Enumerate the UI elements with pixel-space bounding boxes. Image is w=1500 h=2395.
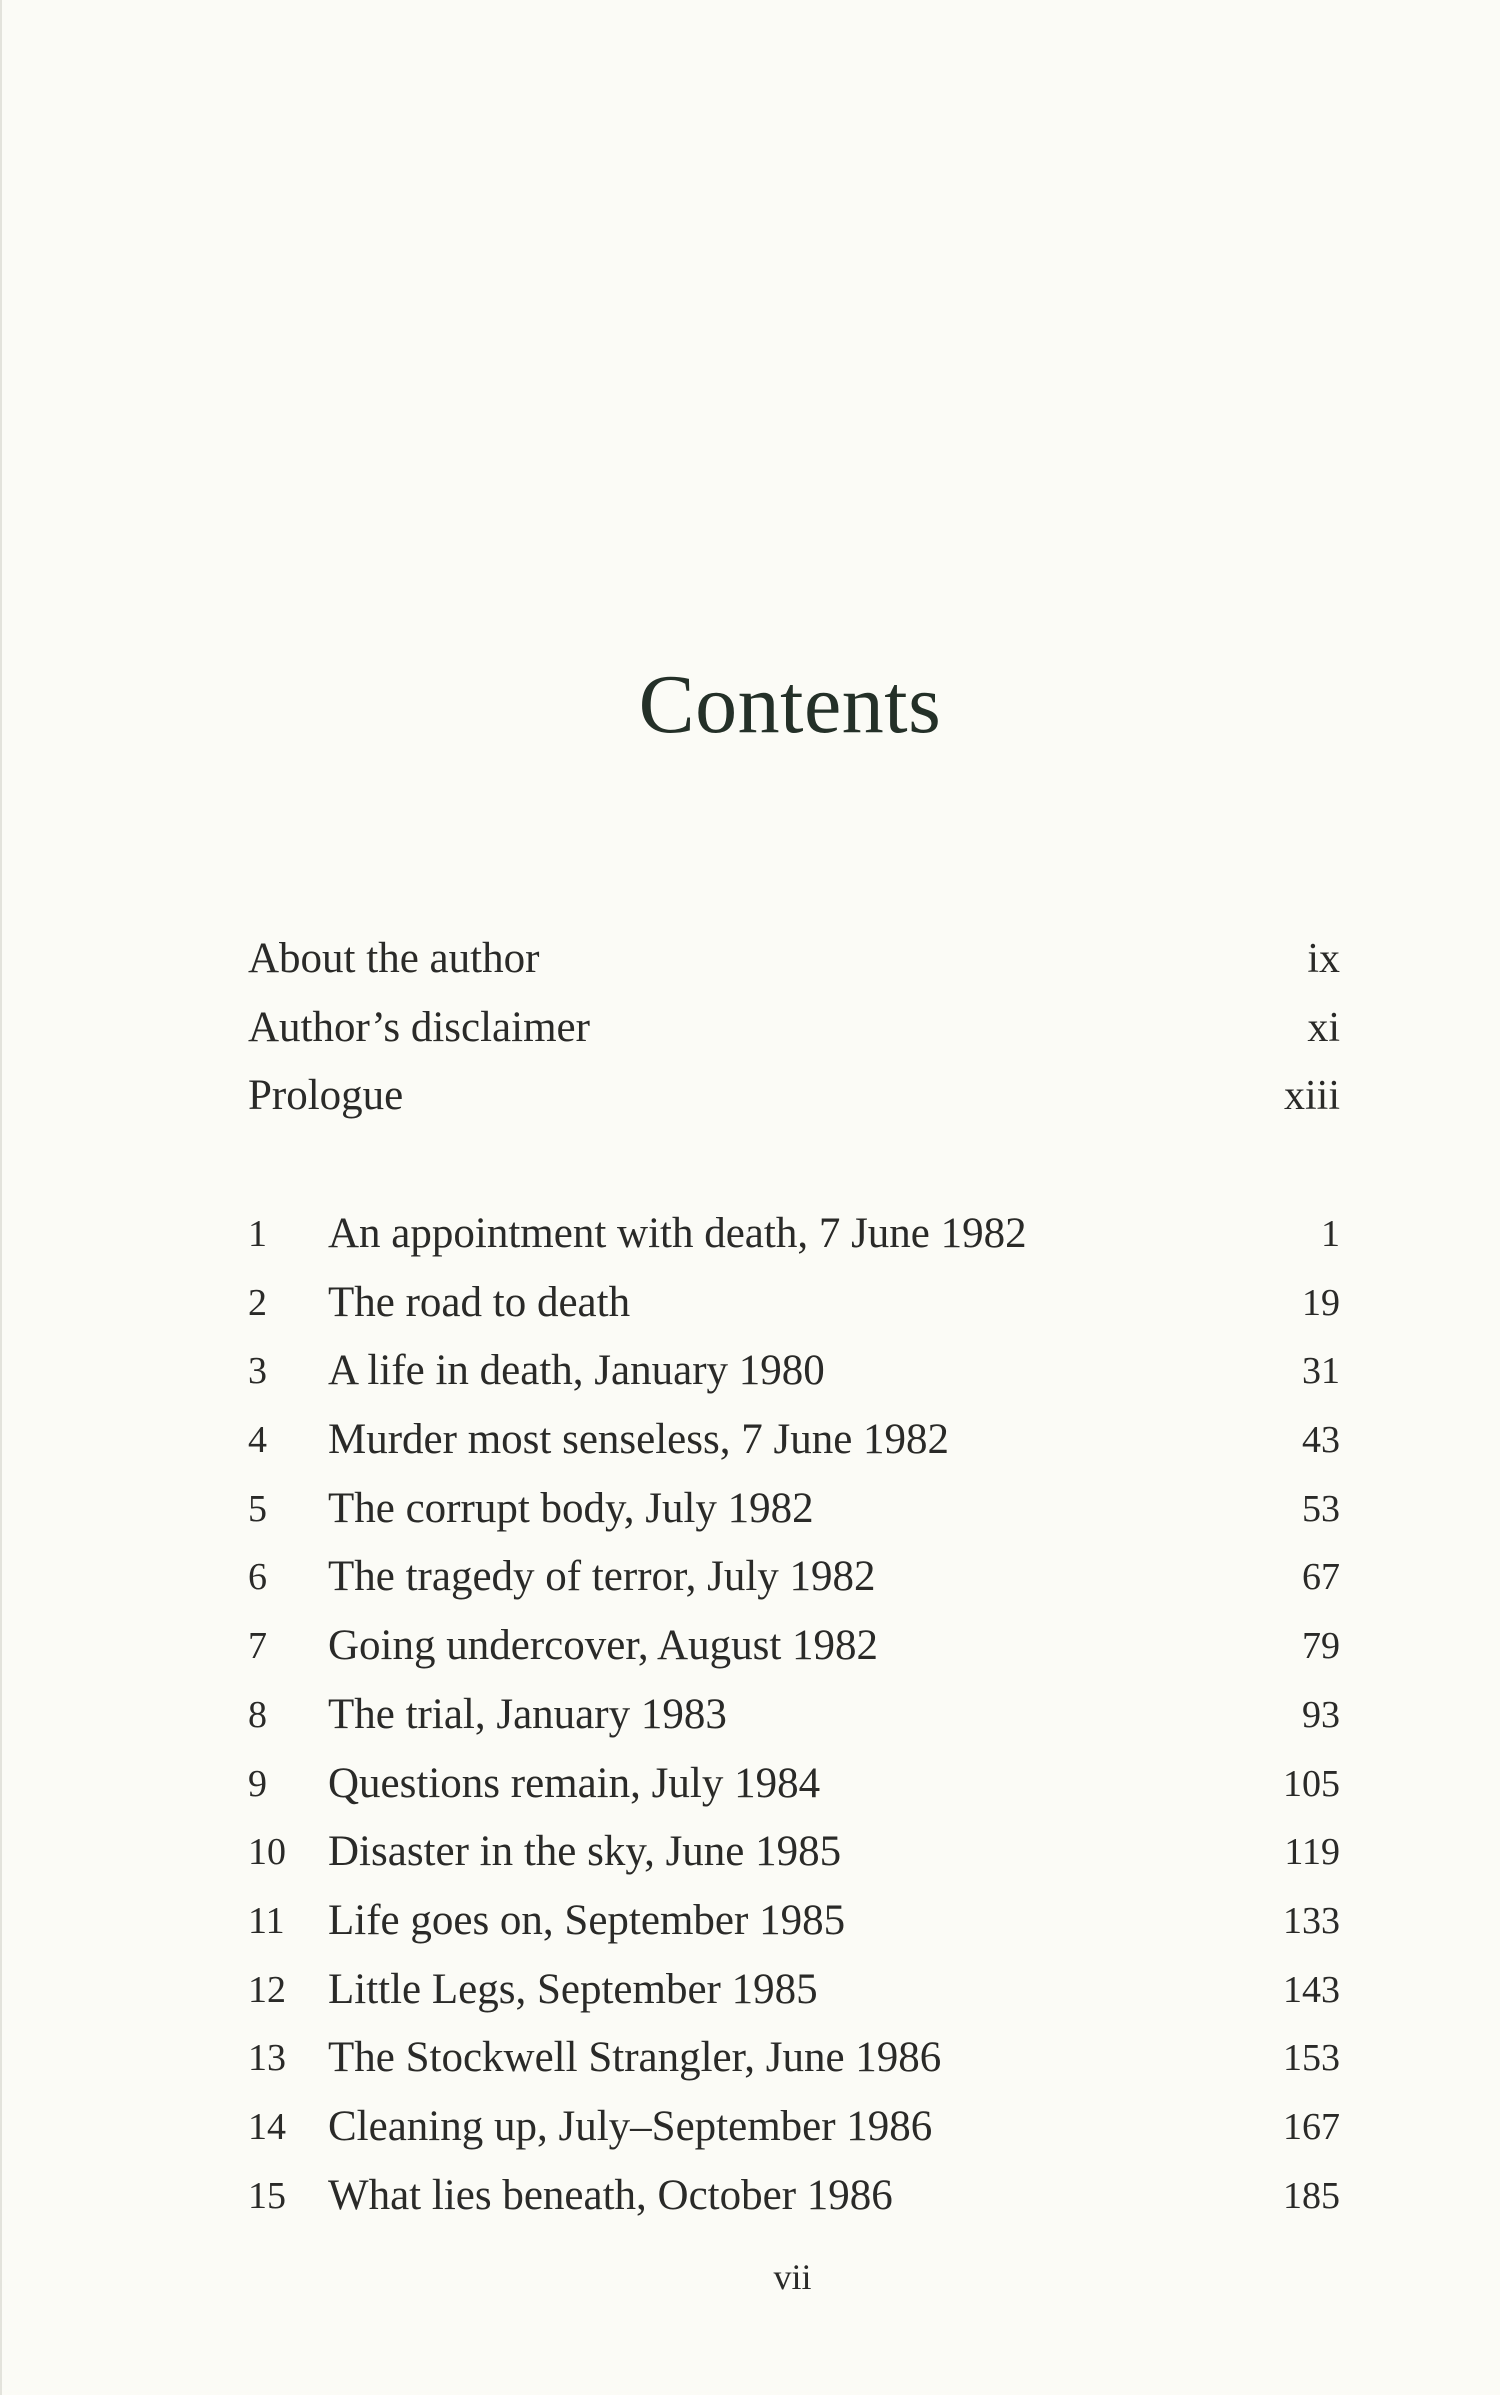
chapter-page: 133 bbox=[1283, 1899, 1340, 1942]
contents-title: Contents bbox=[638, 658, 942, 751]
chapter-number: 4 bbox=[248, 1419, 267, 1462]
chapter-entry bbox=[248, 1681, 1340, 1750]
chapter-page: 31 bbox=[1302, 1350, 1340, 1393]
chapter-entry bbox=[248, 1406, 1340, 1475]
chapter-page: 119 bbox=[1284, 1831, 1340, 1874]
chapter-title: An appointment with death, 7 June 1982 bbox=[328, 1210, 1027, 1257]
chapter-page: 53 bbox=[1302, 1487, 1340, 1530]
chapter-entry bbox=[248, 2162, 1340, 2231]
chapter-number: 3 bbox=[248, 1350, 267, 1393]
toc-entry-page: xi bbox=[1307, 1004, 1340, 1051]
chapter-number: 14 bbox=[248, 2105, 286, 2148]
page-number: vii bbox=[773, 2257, 812, 2297]
chapter-entry bbox=[248, 2093, 1340, 2162]
chapter-number: 11 bbox=[248, 1899, 285, 1942]
chapter-number: 15 bbox=[248, 2174, 286, 2217]
chapter-title: The trial, January 1983 bbox=[328, 1690, 727, 1738]
chapter-title: The road to death bbox=[328, 1278, 631, 1326]
chapter-number: 5 bbox=[248, 1487, 267, 1530]
chapter-page: 93 bbox=[1302, 1693, 1340, 1736]
toc-entry bbox=[248, 925, 1340, 994]
chapter-page: 1 bbox=[1321, 1213, 1340, 1255]
chapter-number: 6 bbox=[248, 1556, 267, 1599]
toc-entry-page: xiii bbox=[1283, 1073, 1340, 1120]
toc-entry-label: Author’s disclaimer bbox=[248, 1003, 590, 1051]
chapter-page: 143 bbox=[1283, 1968, 1340, 2011]
chapter-entry bbox=[248, 1750, 1340, 1819]
chapter-entry bbox=[248, 1475, 1340, 1544]
chapter-title: The corrupt body, July 1982 bbox=[328, 1484, 814, 1532]
toc-entry-page: ix bbox=[1307, 936, 1340, 982]
chapter-page: 19 bbox=[1302, 1281, 1340, 1324]
toc-entry-label: About the author bbox=[248, 935, 540, 982]
chapter-title: Little Legs, September 1985 bbox=[328, 1965, 818, 2013]
chapter-number: 1 bbox=[248, 1213, 267, 1255]
chapter-page: 105 bbox=[1283, 1762, 1340, 1805]
chapter-page: 79 bbox=[1302, 1625, 1340, 1668]
chapter-entry bbox=[248, 2024, 1340, 2093]
toc-entry bbox=[248, 994, 1340, 1063]
chapter-entry bbox=[248, 1543, 1340, 1612]
chapter-page: 167 bbox=[1283, 2105, 1340, 2148]
chapter-number: 12 bbox=[248, 1968, 286, 2011]
chapter-entry bbox=[248, 1887, 1340, 1956]
page-edge-mark bbox=[0, 0, 2, 2395]
chapter-entry bbox=[248, 1269, 1340, 1338]
chapter-title: Questions remain, July 1984 bbox=[328, 1759, 821, 1807]
chapter-entry bbox=[248, 1337, 1340, 1406]
chapter-title: Murder most senseless, 7 June 1982 bbox=[328, 1416, 950, 1464]
chapter-title: Cleaning up, July–September 1986 bbox=[328, 2102, 933, 2150]
toc-entry-label: Prologue bbox=[248, 1072, 404, 1120]
chapter-page: 67 bbox=[1302, 1556, 1340, 1599]
chapter-entry bbox=[248, 1956, 1340, 2025]
chapter-number: 2 bbox=[248, 1281, 267, 1324]
chapter-title: What lies beneath, October 1986 bbox=[328, 2171, 893, 2219]
chapter-page: 153 bbox=[1283, 2037, 1340, 2080]
chapter-number: 8 bbox=[248, 1693, 267, 1736]
chapter-title: A life in death, January 1980 bbox=[328, 1347, 825, 1395]
chapter-title: The Stockwell Strangler, June 1986 bbox=[328, 2034, 942, 2082]
chapter-number: 10 bbox=[248, 1831, 286, 1874]
chapter-page: 43 bbox=[1302, 1419, 1340, 1462]
chapter-title: Going undercover, August 1982 bbox=[328, 1622, 879, 1670]
chapter-entry bbox=[248, 1200, 1340, 1269]
chapter-title: The tragedy of terror, July 1982 bbox=[328, 1553, 876, 1601]
chapter-number: 7 bbox=[248, 1625, 267, 1668]
chapter-page: 185 bbox=[1283, 2174, 1340, 2217]
chapter-list bbox=[248, 1200, 1340, 2230]
front-matter-list bbox=[248, 925, 1340, 1131]
chapter-title: Disaster in the sky, June 1985 bbox=[328, 1828, 842, 1876]
chapter-number: 13 bbox=[248, 2037, 286, 2080]
chapter-entry bbox=[248, 1612, 1340, 1681]
chapter-entry bbox=[248, 1818, 1340, 1887]
chapter-number: 9 bbox=[248, 1762, 267, 1805]
toc-entry bbox=[248, 1062, 1340, 1131]
chapter-title: Life goes on, September 1985 bbox=[328, 1896, 846, 1944]
